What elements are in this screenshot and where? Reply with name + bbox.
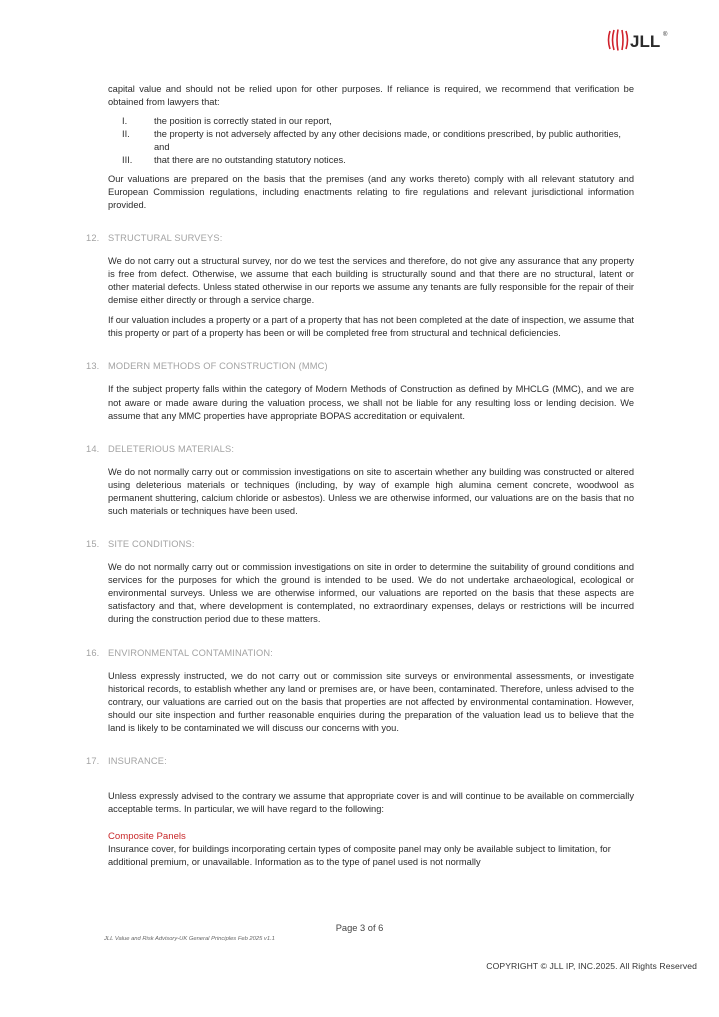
- section-paragraph: We do not normally carry out or commission investigations on site in order to determine the suitability of ground conditions and services for the purposes for which the ground is intended to be used. We do not undertake archaeological, ecological or environmental surveys. Unless we are otherwise informed, our valuations are reported on the basis that these aspects are satisfactory and that, where development is contemplated, no extraordinary expenses, delays or restrictions will be incurred during the construction period due to these matters.: [108, 562, 634, 625]
- section-heading-16: [86, 647, 634, 660]
- list-item: [108, 115, 634, 128]
- logo-text: JLL: [630, 32, 661, 51]
- list-numeral: I.: [122, 116, 128, 127]
- section-paragraph: We do not carry out a structural survey, nor do we test the services and therefore, do not give any assurance that any property is free from defect. Otherwise, we assume that each building is structurally sound and that there are no structural, latent or other material defects. Unless stated otherwise in our reports we assume any tenants are fully responsible for the repair of their demise either directly or through a service charge.: [108, 255, 634, 306]
- section-number: 12.: [86, 232, 100, 243]
- section-heading-15: [86, 538, 634, 551]
- document-body: [86, 83, 634, 869]
- section-paragraph: If the subject property falls within the category of Modern Methods of Construction as defined by MHCLG (MMC), and we are not aware or made aware during the valuation process, we shall not be liable for any resulting loss or lending decision. We assume that any MMC properties have appropriate BOPAS accreditation or equivalent.: [108, 384, 634, 421]
- composite-panels-heading: Composite Panels: [108, 831, 186, 843]
- section-number: 15.: [86, 539, 100, 550]
- copyright-notice: COPYRIGHT © JLL IP, INC.2025. All Rights Reserved: [486, 961, 697, 971]
- list-numeral: II.: [122, 129, 130, 140]
- section-number: 16.: [86, 647, 100, 658]
- section-title: DELETERIOUS MATERIALS:: [108, 443, 235, 454]
- list-text: that there are no outstanding statutory notices.: [154, 155, 346, 166]
- list-item: [108, 128, 634, 154]
- section-paragraph: If our valuation includes a property or a part of a property that has not been completed at the date of inspection, we assume that this property or part of a property has been or will be completed free from structural and technical deficiencies.: [108, 315, 634, 339]
- page-number: Page 3 of 6: [335, 923, 384, 933]
- section-number: 14.: [86, 443, 100, 454]
- intro-paragraph-2: Our valuations are prepared on the basis that the premises (and any works thereto) comply with all relevant statutory and European Commission regulations, including enactments relating to fire regulations and relevant jurisdictional information provided.: [108, 173, 634, 210]
- intro-paragraph: capital value and should not be relied upon for other purposes. If reliance is required, we recommend that verification be obtained from lawyers that:: [108, 84, 634, 108]
- section-paragraph: We do not normally carry out or commission investigations on site to ascertain whether any building was constructed or altered using deleterious materials or techniques (including, by way of example high alumina cement concrete, woodwool as permanent shuttering, calcium chloride or asbestos). Unless we are otherwise informed, our valuations are on the basis that no such materials or techniques have been used.: [108, 466, 634, 516]
- section-title: STRUCTURAL SURVEYS:: [108, 232, 223, 243]
- section-title: ENVIRONMENTAL CONTAMINATION:: [108, 647, 274, 658]
- section-heading-17: [86, 755, 634, 768]
- section-title: SITE CONDITIONS:: [108, 539, 195, 550]
- verification-list: [108, 115, 634, 167]
- list-text: the position is correctly stated in our report,: [154, 116, 332, 127]
- document-reference: JLL Value and Risk Advisory-UK General Principles Feb 2025 v1.1: [104, 936, 275, 942]
- section-title: MODERN METHODS OF CONSTRUCTION (MMC): [108, 361, 328, 372]
- section-heading-13: [86, 360, 634, 373]
- jll-logo: [606, 26, 670, 54]
- list-text: the property is not adversely affected by any other decisions made, or conditions prescribed, by public authorities, and: [154, 129, 621, 153]
- section-number: 13.: [86, 361, 100, 372]
- section-paragraph: Unless expressly instructed, we do not carry out or commission site surveys or environmental assessments, or investigate historical records, to establish whether any land or premises are, or have been, contaminated. Therefore, unless advised to the contrary, our valuations are carried out on the basis that properties are not affected by environmental contamination. However, should our site inspection and further reasonable enquiries during the preparation of the valuation lead us to believe that the land is likely to be contaminated we will discuss our concerns with you.: [108, 670, 634, 733]
- section-title: INSURANCE:: [108, 756, 167, 766]
- section-number: 17.: [86, 756, 100, 766]
- list-numeral: III.: [122, 155, 133, 166]
- section-heading-14: [86, 443, 634, 456]
- section-heading-12: [86, 232, 634, 245]
- list-item: [108, 154, 634, 167]
- logo-registered-mark: ®: [663, 32, 668, 38]
- composite-panels-text: Insurance cover, for buildings incorporating certain types of composite panel may only be available subject to limitation, for additional premium, or unavailable. Information as to the type of panel used is not normally: [108, 844, 611, 868]
- section-paragraph: Unless expressly advised to the contrary we assume that appropriate cover is and will continue to be available on commercially acceptable terms. In particular, we will have regard to the following:: [108, 791, 634, 815]
